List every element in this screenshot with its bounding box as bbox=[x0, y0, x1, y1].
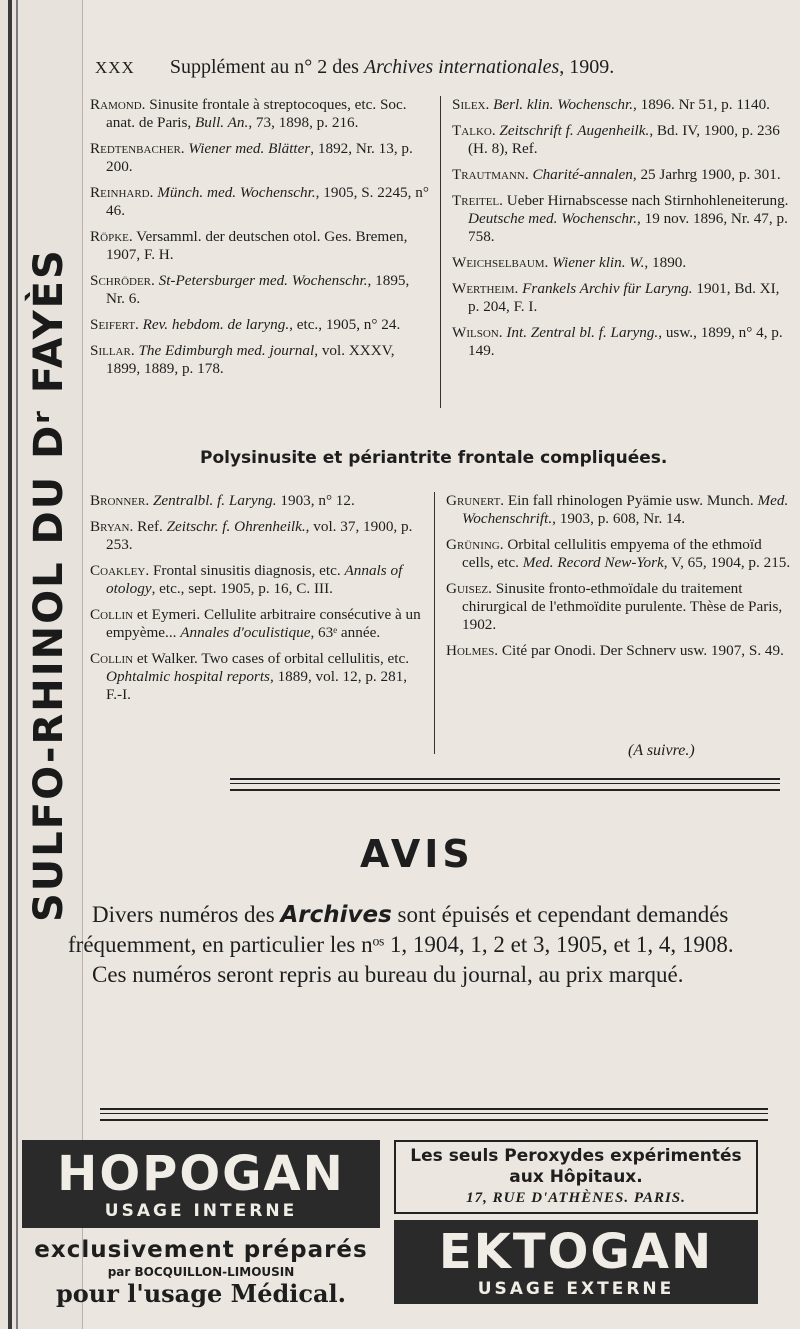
reference-text: Ueber Hirnabscesse nach Stirnhohleneiterung. bbox=[502, 192, 789, 209]
reference-journal: Annales d'oculistique bbox=[180, 624, 311, 641]
header-journal: Archives internationales bbox=[363, 56, 560, 78]
reference-details: , 73, 1898, p. 216. bbox=[248, 114, 359, 131]
hopogan-line-3: pour l'usage Médical. bbox=[56, 1279, 346, 1308]
reference-entry bbox=[452, 254, 792, 272]
reference-journal: Zeitschr. f. Ohrenheilk. bbox=[166, 518, 306, 535]
reference-text: Sinusite frontale à streptocoques, etc. Soc. anat. de Paris, bbox=[106, 96, 407, 131]
reference-journal: The Edimburgh med. journal bbox=[138, 342, 315, 359]
page-number: XXX bbox=[95, 58, 135, 77]
divider-rule-bottom bbox=[100, 1108, 768, 1121]
ektogan-brand-box bbox=[394, 1220, 758, 1304]
reference-author: Holmes. bbox=[446, 642, 499, 659]
reference-details: , usw., 1899, n° 4, p. 149. bbox=[468, 324, 783, 359]
avis-body bbox=[68, 900, 800, 990]
ektogan-line-2: aux Hôpitaux. bbox=[509, 1167, 643, 1187]
reference-author: Wilson. bbox=[452, 324, 503, 341]
reference-entry bbox=[90, 184, 430, 220]
ektogan-text bbox=[400, 1146, 752, 1208]
reference-entry bbox=[446, 580, 791, 634]
reference-details: 1903, n° 12. bbox=[276, 492, 355, 509]
reference-entry bbox=[452, 96, 792, 114]
reference-details: , 1903, p. 608, Nr. 14. bbox=[552, 510, 686, 527]
reference-journal: Med. Wochenschrift. bbox=[462, 492, 789, 527]
reference-author: Weichselbaum. bbox=[452, 254, 549, 271]
reference-text: Ref. bbox=[133, 518, 167, 535]
reference-entry bbox=[90, 228, 430, 264]
reference-details: , etc., 1905, n° 24. bbox=[289, 316, 401, 333]
reference-details: , 63ᵉ année. bbox=[310, 624, 381, 641]
reference-details: , 1896. Nr 51, p. 1140. bbox=[633, 96, 770, 113]
reference-journal: Münch. med. Wochenschr. bbox=[157, 184, 316, 201]
reference-details: , vol. 37, 1900, p. 253. bbox=[106, 518, 413, 553]
ektogan-brand: EKTOGAN bbox=[438, 1224, 714, 1280]
reference-entry bbox=[90, 96, 430, 132]
a-suivre: (A suivre.) bbox=[628, 742, 695, 759]
reference-author: Redtenbacher. bbox=[90, 140, 185, 157]
divider-rule-top bbox=[230, 778, 780, 791]
reference-entry bbox=[446, 536, 791, 572]
reference-author: Trautmann. bbox=[452, 166, 529, 183]
reference-author: Reinhard. bbox=[90, 184, 154, 201]
hopogan-line-1: exclusivement préparés bbox=[34, 1237, 368, 1263]
references-bottom-right bbox=[446, 492, 791, 668]
reference-journal: Int. Zentral bl. f. Laryng. bbox=[506, 324, 659, 341]
reference-details: , 1890. bbox=[644, 254, 687, 271]
avis-paragraph-1 bbox=[68, 900, 800, 960]
ektogan-address: 17, RUE D'ATHÈNES. PARIS. bbox=[466, 1190, 686, 1206]
reference-text: Ein fall rhinologen Pyämie usw. Munch. bbox=[504, 492, 758, 509]
reference-journal: Ophtalmic hospital reports bbox=[106, 668, 270, 685]
reference-author: Coakley. bbox=[90, 562, 150, 579]
ektogan-text-box bbox=[394, 1140, 758, 1214]
reference-entry bbox=[90, 272, 430, 308]
avis-paragraph-2: Ces numéros seront repris au bureau du journal, au prix marqué. bbox=[92, 962, 684, 987]
reference-author: Bronner. bbox=[90, 492, 150, 509]
reference-author: Röpke. bbox=[90, 228, 133, 245]
references-top-right bbox=[452, 96, 792, 368]
reference-journal: Rev. hebdom. de laryng. bbox=[142, 316, 290, 333]
hopogan-text bbox=[22, 1236, 380, 1308]
reference-details: , 19 nov. 1896, Nr. 47, p. 758. bbox=[468, 210, 788, 245]
spine-margin bbox=[0, 0, 83, 1329]
page-header bbox=[95, 56, 715, 84]
reference-entry bbox=[446, 642, 791, 660]
avis-p1-before: Divers numéros des bbox=[92, 902, 281, 927]
reference-author: Guisez. bbox=[446, 580, 492, 597]
header-text-before: Supplément au n° 2 des bbox=[169, 56, 364, 78]
hopogan-brand: HOPOGAN bbox=[57, 1146, 345, 1202]
reference-details: , V, 65, 1904, p. 215. bbox=[663, 554, 791, 571]
reference-entry bbox=[90, 492, 425, 510]
ektogan-line-1: Les seuls Peroxydes expérimentés bbox=[410, 1146, 742, 1166]
references-top-left bbox=[90, 96, 430, 386]
reference-author: Grunert. bbox=[446, 492, 505, 509]
reference-text: Sinusite fronto-ethmoïdale du traitement chirurgical de l'ethmoïdite purulente. Thèse de Paris, 1902. bbox=[462, 580, 783, 633]
reference-author: Collin bbox=[90, 650, 134, 667]
reference-author: Grüning. bbox=[446, 536, 504, 553]
avis-title: AVIS bbox=[360, 832, 474, 876]
reference-journal: Wiener klin. W. bbox=[552, 254, 645, 271]
reference-entry bbox=[452, 122, 792, 158]
reference-author: Silex. bbox=[452, 96, 490, 113]
reference-entry bbox=[90, 606, 425, 642]
hopogan-brand-box bbox=[22, 1140, 380, 1228]
reference-journal: Deutsche med. Wochenschr. bbox=[468, 210, 637, 227]
hopogan-advert bbox=[22, 1140, 380, 1323]
reference-entry bbox=[90, 316, 430, 334]
reference-journal: Med. Record New-York bbox=[522, 554, 664, 571]
reference-details: , 25 Jarhrg 1900, p. 301. bbox=[632, 166, 781, 183]
reference-text: Frontal sinusitis diagnosis, etc. bbox=[149, 562, 345, 579]
reference-journal: Annals of otology bbox=[106, 562, 403, 597]
reference-journal: Zentralbl. f. Laryng. bbox=[152, 492, 277, 509]
avis-journal-name: Archives bbox=[280, 902, 392, 928]
reference-details: , 1889, vol. 12, p. 281, F.-I. bbox=[106, 668, 408, 703]
spine-border-thin bbox=[16, 0, 18, 1329]
reference-text: Versamml. der deutschen otol. Ges. Bremen, 1907, F. H. bbox=[106, 228, 408, 263]
column-divider-top bbox=[440, 96, 441, 408]
reference-entry bbox=[90, 342, 430, 378]
reference-author: Talko. bbox=[452, 122, 496, 139]
reference-details: , 1905, S. 2245, n° 46. bbox=[106, 184, 429, 219]
reference-author: Wertheim. bbox=[452, 280, 519, 297]
reference-entry bbox=[90, 518, 425, 554]
reference-details: , 1895, Nr. 6. bbox=[106, 272, 410, 307]
reference-entry bbox=[452, 166, 792, 184]
reference-text: Cité par Onodi. Der Schnerv usw. 1907, S. 49. bbox=[498, 642, 784, 659]
reference-entry bbox=[452, 192, 792, 246]
avis-p1-after: sont épuisés et cependant demandés fréquemment, en particulier les nᵒˢ 1, 1904, 1, 2 et 3, 1905, et 1, 4, 1908. bbox=[68, 902, 734, 957]
reference-author: Schröder. bbox=[90, 272, 155, 289]
references-bottom-left bbox=[90, 492, 425, 712]
reference-entry bbox=[90, 650, 425, 704]
section-title: Polysinusite et périantrite frontale compliquées. bbox=[200, 448, 668, 468]
reference-journal: Frankels Archiv für Laryng. bbox=[522, 280, 693, 297]
reference-journal: Berl. klin. Wochenschr. bbox=[493, 96, 633, 113]
reference-author: Seifert. bbox=[90, 316, 139, 333]
reference-text: et Eymeri. Cellulite arbitraire consécutive à un empyème... bbox=[106, 606, 421, 641]
hopogan-line-2: par BOCQUILLON-LIMOUSIN bbox=[107, 1265, 295, 1279]
reference-author: Treitel. bbox=[452, 192, 503, 209]
reference-author: Ramond. bbox=[90, 96, 146, 113]
reference-details: , etc., sept. 1905, p. 16, C. III. bbox=[151, 580, 333, 597]
ektogan-usage: USAGE EXTERNE bbox=[477, 1279, 675, 1299]
spine-advert-text: SULFO-RHINOL DU Dʳ FAYÈS bbox=[26, 248, 72, 922]
reference-journal: Wiener med. Blätter bbox=[188, 140, 311, 157]
reference-details: , 1892, Nr. 13, p. 200. bbox=[106, 140, 413, 175]
reference-entry bbox=[446, 492, 791, 528]
reference-entry bbox=[452, 324, 792, 360]
reference-text: Orbital cellulitis empyema of the ethmoïd cells, etc. bbox=[462, 536, 762, 571]
reference-entry bbox=[90, 562, 425, 598]
reference-entry bbox=[90, 140, 430, 176]
reference-journal: Zeitschrift f. Augenheilk. bbox=[499, 122, 650, 139]
reference-details: 1901, Bd. XI, p. 204, F. I. bbox=[468, 280, 780, 315]
ektogan-advert bbox=[394, 1140, 758, 1323]
reference-author: Bryan. bbox=[90, 518, 134, 535]
reference-author: Collin bbox=[90, 606, 134, 623]
spine-border bbox=[8, 0, 12, 1329]
reference-text: et Walker. Two cases of orbital cellulitis, etc. bbox=[133, 650, 410, 667]
reference-details: , Bd. IV, 1900, p. 236 (H. 8), Ref. bbox=[468, 122, 780, 157]
reference-journal: Charité-annalen bbox=[532, 166, 633, 183]
reference-journal: Bull. An. bbox=[195, 114, 249, 131]
hopogan-usage: USAGE INTERNE bbox=[104, 1201, 298, 1221]
reference-journal: St-Petersburger med. Wochenschr. bbox=[158, 272, 368, 289]
reference-author: Sillar. bbox=[90, 342, 135, 359]
reference-details: , vol. XXXV, 1899, 1889, p. 178. bbox=[106, 342, 395, 377]
header-text-after: , 1909. bbox=[559, 56, 615, 78]
reference-entry bbox=[452, 280, 792, 316]
column-divider-bottom bbox=[434, 492, 435, 754]
